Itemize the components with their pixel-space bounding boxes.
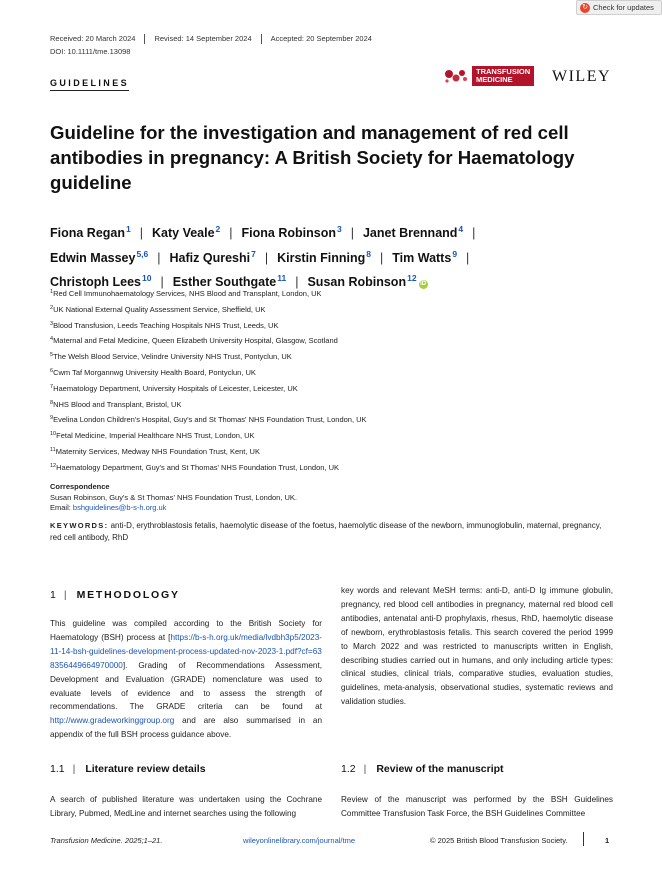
keywords (50, 520, 610, 543)
page-number: 1 (605, 836, 610, 845)
author[interactable]: Fiona Robinson$^3$ (241, 224, 342, 240)
affiliation: $^2$UK National External Quality Assessment Service, Sheffield, UK (50, 304, 266, 314)
affiliation: $^6$Cwm Taf Morgannwg University Health Board, Pontyclun, UK (50, 367, 256, 377)
author[interactable]: Edwin Massey$^{5,6}$ (50, 248, 149, 265)
methodology-paragraph: This guideline was compiled according to the British Society for Haematology (BSH) process at [https://b-s-h.org.uk/media/lvdbh3p5/2023-11-14-bsh-guidelines-development-process-updated-nov-2023-1.pdf?cf=638356449664970000]. Grading of Recommendations Assessment, Development and Evaluation (GRADE) nomenclature was used to evaluate levels of evidence and to assess the strength of recommendations. The GRADE criteria can be found at http://www.gradeworkinggroup.org and are also summarised in an appendix of the full BSH process guidance above. (50, 619, 322, 740)
section-heading-manuscript-review: 1.2 | Review of the manuscript (341, 763, 504, 775)
article-dates (50, 34, 381, 44)
received-date: Received: 20 March 2024 (50, 34, 145, 44)
publisher-logo: WILEY (552, 68, 612, 85)
author[interactable]: Kirstin Finning$^8$ (277, 248, 372, 265)
affiliation: $^4$Maternal and Fetal Medicine, Queen Elizabeth University Hospital, Glasgow, Scotland (50, 336, 338, 346)
check-for-updates-button[interactable] (576, 0, 662, 15)
section-heading-methodology: 1 | METHODOLOGY (50, 589, 180, 601)
affiliation: $^{12}$Haematology Department, Guy's and St Thomas' NHS Foundation Trust, London, UK (50, 462, 339, 472)
article-category: GUIDELINES (50, 78, 129, 91)
author[interactable]: Tim Watts$^9$ (392, 248, 458, 265)
author[interactable]: Katy Veale$^2$ (152, 224, 221, 240)
author[interactable]: Janet Brennand$^4$ (362, 224, 464, 240)
search-terms-paragraph: key words and relevant MeSH terms: anti-D, anti-D Ig immune globulin, pregnancy, red blood cell antibodies in pregnancy, maternal red blood cell antibodies, antenatal anti-D prophylaxis, rhesus, RhD, haemolytic disease of newborn, erythroblastosis fetalis. This search covered the period 1999 to March 2022 and was restricted to manuscripts written in English, describing studies carried out in humans, and only including article types: clinical studies, clinical trials, comparative studies, evaluation studies, guidelines, meta-analysis, observational studies, systematic reviews and validation studies. (341, 586, 613, 707)
affiliation: $^1$Red Cell Immunohaematology Services, NHS Blood and Transplant, London, UK (50, 289, 322, 298)
author[interactable]: Hafiz Qureshi$^7$ (169, 248, 256, 265)
bsh-process-link[interactable]: https://b-s-h.org.uk/media/lvdbh3p5/2023-11-14-bsh-guidelines-development-process-updated-nov-2023-1.pdf?cf=638356449664970000 (50, 632, 322, 670)
keywords-text: anti-D, erythroblastosis fetalis, haemolytic disease of the foetus, haemolytic disease of the newborn, immunoglobulin, maternal, pregnancy, red cell antibody, RhD (50, 521, 602, 542)
author-list: Fiona Regan$^1$ | Katy Veale$^2$ | Fiona Robinson$^3$ | Janet Brennand$^4$ | Edwin Massey$^{5,6}$ | Hafiz Qureshi$^7$ | Kirstin Finning$^8$ | Tim Watts$^9$ | Christoph Lees$^{10}$ | Esther Southgate$^{11}$ | Susan Robinson$^{12}$iD (50, 224, 476, 290)
literature-review-paragraph: A search of published literature was undertaken using the Cochrane Library, Pubmed, MedLine and internet searches using the following (50, 795, 322, 818)
affiliation: $^9$Evelina London Children's Hospital, Guy's and St Thomas' NHS Foundation Trust, London, UK (50, 415, 367, 425)
accepted-date: Accepted: 20 September 2024 (270, 34, 372, 43)
check-for-updates-label: Check for updates (593, 3, 654, 12)
journal-citation: Transfusion Medicine. 2025;1–21. (50, 836, 163, 845)
affiliation: $^{10}$Fetal Medicine, Imperial Healthcare NHS Trust, London, UK (50, 431, 255, 441)
doi: DOI: 10.1111/tme.13098 (50, 47, 131, 56)
revised-date: Revised: 14 September 2024 (145, 34, 261, 44)
affiliations (50, 289, 610, 479)
affiliation: $^7$Haematology Department, University Hospitals of Leicester, Leicester, UK (50, 383, 298, 393)
correspondence-email-line: Email: bshguidelines@b-s-h.org.uk (50, 503, 167, 512)
affiliation: $^3$Blood Transfusion, Leeds Teaching Hospitals NHS Trust, Leeds, UK (50, 320, 279, 330)
article-title: Guideline for the investigation and management of red cell antibodies in pregnancy: A British Society for Haematology guideline (50, 122, 575, 193)
correspondence (50, 482, 297, 514)
footer-divider (583, 832, 584, 846)
journal-logo-text: TRANSFUSION MEDICINE (472, 66, 534, 86)
author[interactable]: Esther Southgate$^{11}$ (172, 273, 287, 290)
affiliation: $^8$NHS Blood and Transplant, Bristol, UK (50, 399, 182, 409)
affiliation: $^{11}$Maternity Services, Medway NHS Foundation Trust, Kent, UK (50, 446, 260, 456)
manuscript-review-paragraph: Review of the manuscript was performed by the BSH Guidelines Committee Transfusion Task Force, the BSH Guidelines Committee (341, 795, 613, 818)
orcid-icon[interactable]: iD (420, 281, 427, 288)
grade-link[interactable]: http://www.gradeworkinggroup.org (50, 716, 175, 726)
blood-cells-icon (444, 68, 468, 84)
author[interactable]: Fiona Regan$^1$ (50, 224, 131, 240)
correspondence-address: Susan Robinson, Guy's & St Thomas' NHS Foundation Trust, London, UK. (50, 492, 298, 502)
journal-logo (444, 66, 534, 86)
author[interactable]: Christoph Lees$^{10}$ (50, 273, 152, 290)
journal-url-link[interactable]: wileyonlinelibrary.com/journal/tme (243, 836, 355, 845)
affiliation: $^5$The Welsh Blood Service, Velindre University NHS Trust, Pontyclun, UK (50, 352, 292, 362)
keywords-label: KEYWORDS: (50, 521, 109, 530)
copyright: © 2025 British Blood Transfusion Society. (430, 836, 568, 845)
section-heading-literature-review: 1.1 | Literature review details (50, 763, 206, 775)
refresh-icon: ↻ (580, 3, 590, 13)
correspondence-heading: Correspondence (50, 482, 110, 491)
email-link[interactable]: bshguidelines@b-s-h.org.uk (72, 503, 167, 512)
author[interactable]: Susan Robinson$^{12}$ (307, 273, 417, 290)
